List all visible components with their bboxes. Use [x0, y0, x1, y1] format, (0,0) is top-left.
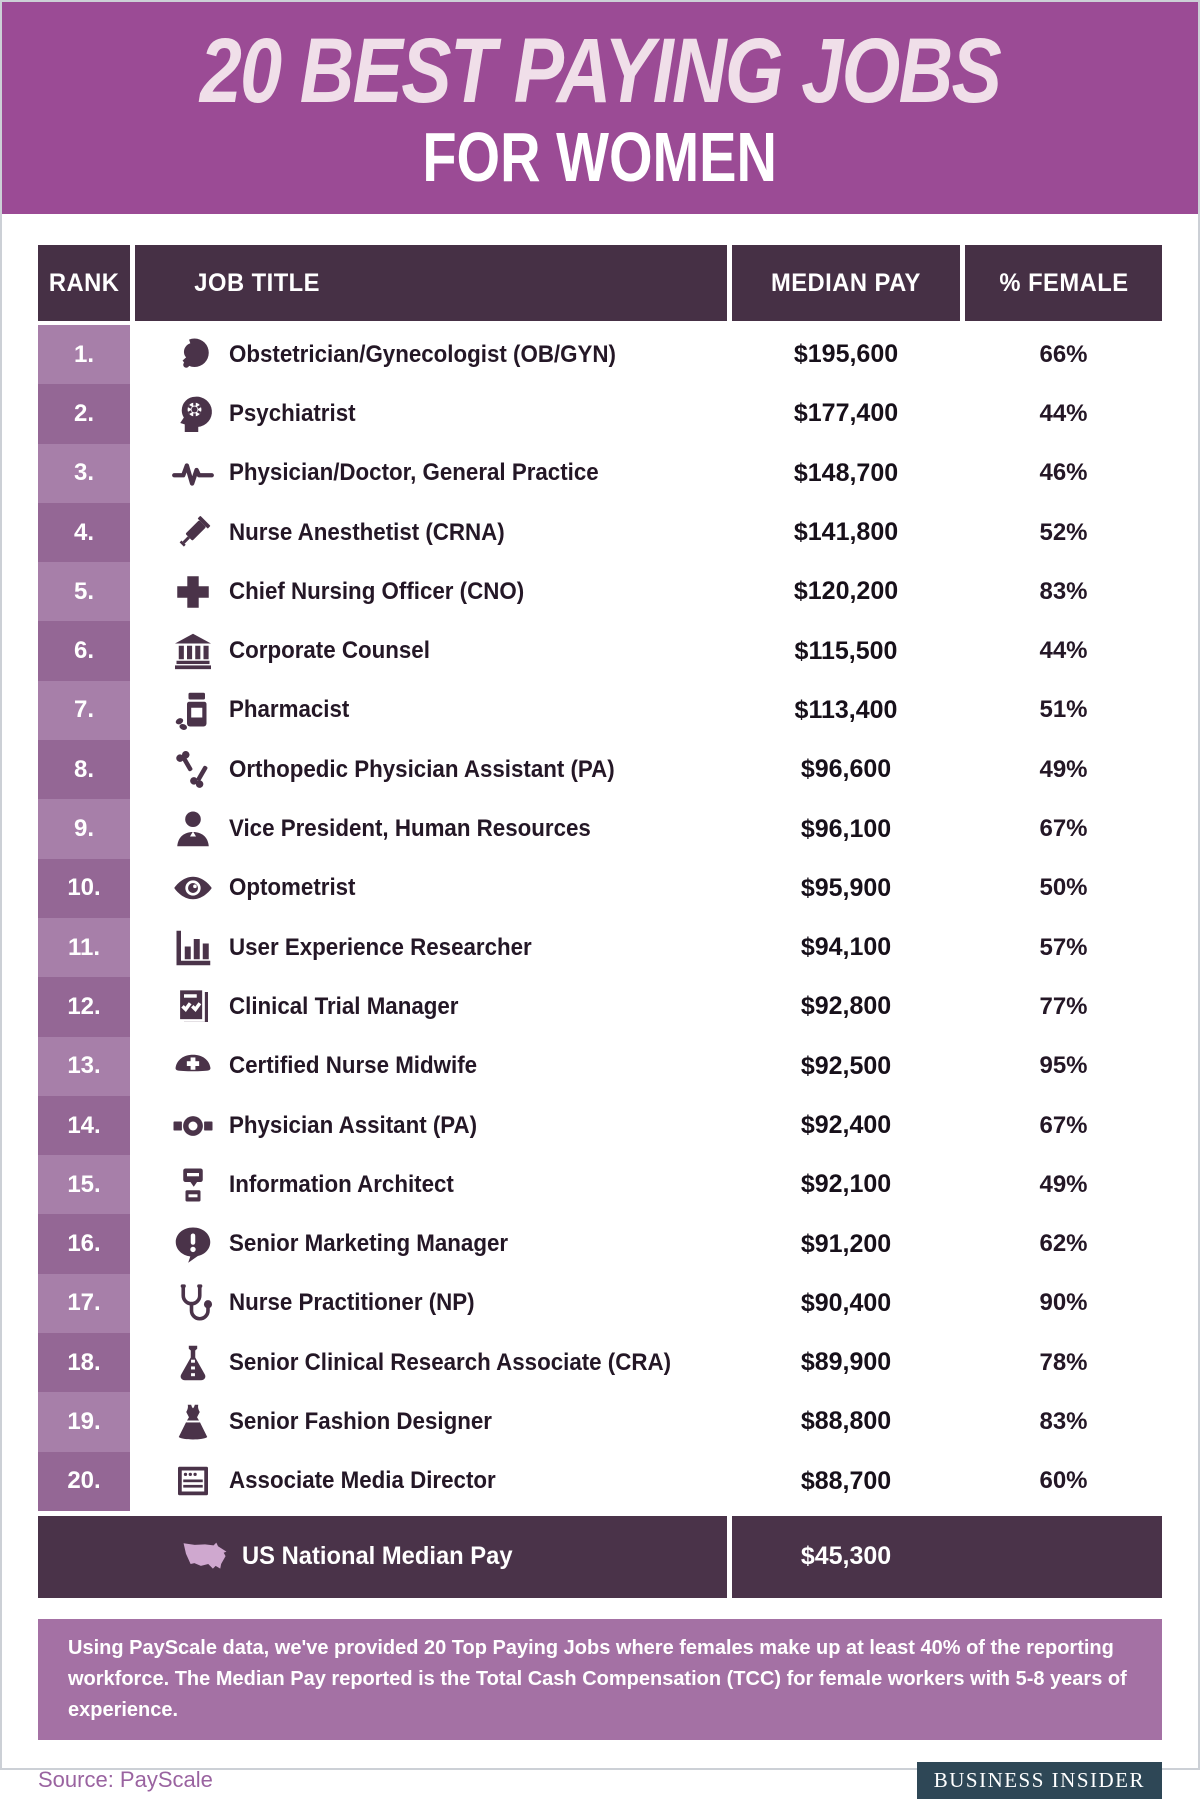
- median-pay-cell: $91,200: [800, 1229, 892, 1258]
- head-gear-icon: [171, 393, 215, 435]
- footer: [38, 1762, 1162, 1799]
- job-cell: [135, 1452, 727, 1511]
- rank-cell: 9.: [38, 799, 130, 858]
- methodology-note: Using PayScale data, we've provided 20 Top Paying Jobs where females make up at least 40% of the reporting workforce. The Median Pay reported is the Total Cash Compensation (TCC) for female workers with 5-8 years of experience.: [38, 1619, 1162, 1740]
- source-credit: Source: PayScale: [38, 1767, 213, 1793]
- business-insider-logo: BUSINESS INSIDER: [917, 1762, 1162, 1799]
- job-cell: [135, 977, 727, 1036]
- job-title: Physician Assitant (PA): [229, 1111, 478, 1139]
- job-cell: [135, 621, 727, 680]
- job-title: Orthopedic Physician Assistant (PA): [229, 755, 615, 783]
- rank-cell: 17.: [38, 1274, 130, 1333]
- rank-cell: 1.: [38, 325, 130, 384]
- median-pay-cell: $90,400: [800, 1288, 892, 1317]
- percent-female-cell: 67%: [1039, 1111, 1088, 1139]
- rank-cell: 18.: [38, 1333, 130, 1392]
- percent-female-cell: 78%: [1039, 1348, 1088, 1376]
- rank-cell: 12.: [38, 977, 130, 1036]
- percent-female-cell: 52%: [1039, 518, 1088, 546]
- median-pay-cell: $195,600: [793, 340, 899, 369]
- median-pay-cell: $88,800: [800, 1407, 892, 1436]
- median-pay-cell: $92,100: [800, 1170, 892, 1199]
- percent-female-cell: 60%: [1039, 1467, 1088, 1495]
- ekg-pulse-icon: [171, 452, 215, 494]
- percent-female-cell: 49%: [1039, 1170, 1088, 1198]
- rank-cell: 3.: [38, 444, 130, 503]
- table-body: [38, 325, 1162, 1511]
- percent-female-cell: 83%: [1039, 577, 1088, 605]
- job-cell: [135, 503, 727, 562]
- percent-female-cell: 44%: [1039, 399, 1088, 427]
- table-header-row: [38, 245, 1162, 321]
- page-subtitle: FOR WOMEN: [422, 118, 778, 196]
- percent-female-cell: 50%: [1039, 874, 1088, 902]
- job-title: Pharmacist: [229, 696, 350, 724]
- chat-exclamation-icon: [171, 1223, 215, 1265]
- median-pay-cell: $115,500: [794, 636, 898, 665]
- median-pay-cell: $92,800: [800, 992, 892, 1021]
- job-cell: [135, 859, 727, 918]
- median-pay-cell: $177,400: [793, 399, 899, 428]
- job-cell: [135, 799, 727, 858]
- summary-label-cell: [38, 1516, 727, 1598]
- job-cell: [135, 384, 727, 443]
- job-title: Associate Media Director: [229, 1467, 496, 1495]
- column-header-median-pay: MEDIAN PAY: [732, 245, 960, 321]
- flask-icon: [171, 1342, 215, 1384]
- medical-cross-icon: [171, 571, 215, 613]
- job-cell: [135, 325, 727, 384]
- person-icon: [171, 808, 215, 850]
- percent-female-cell: 51%: [1039, 696, 1088, 724]
- job-title: Corporate Counsel: [229, 637, 430, 665]
- us-map-icon: [180, 1540, 230, 1574]
- job-title: Optometrist: [229, 874, 356, 902]
- job-title: Information Architect: [229, 1170, 454, 1198]
- rank-cell: 7.: [38, 681, 130, 740]
- percent-female-cell: 77%: [1039, 992, 1088, 1020]
- rank-cell: 19.: [38, 1392, 130, 1451]
- median-pay-cell: $96,100: [800, 814, 892, 843]
- summary-pay-cell: [732, 1516, 1162, 1598]
- job-cell: [135, 1214, 727, 1273]
- percent-female-cell: 66%: [1039, 340, 1088, 368]
- percent-female-cell: 46%: [1039, 459, 1088, 487]
- job-cell: [135, 562, 727, 621]
- job-title: Vice President, Human Resources: [229, 815, 591, 843]
- rank-cell: 10.: [38, 859, 130, 918]
- fetus-icon: [171, 334, 215, 376]
- job-cell: [135, 444, 727, 503]
- courthouse-icon: [171, 630, 215, 672]
- job-cell: [135, 1037, 727, 1096]
- job-cell: [135, 1333, 727, 1392]
- job-cell: [135, 1392, 727, 1451]
- job-title: Nurse Anesthetist (CRNA): [229, 518, 505, 546]
- page-title: 20 BEST PAYING JOBS: [199, 20, 1001, 122]
- sitemap-icon: [171, 1164, 215, 1206]
- rank-cell: 14.: [38, 1096, 130, 1155]
- job-title: Chief Nursing Officer (CNO): [229, 577, 525, 605]
- summary-pay-value: $45,300: [800, 1542, 892, 1571]
- job-title: Senior Marketing Manager: [229, 1230, 509, 1258]
- median-pay-cell: $141,800: [793, 518, 899, 547]
- percent-female-cell: 90%: [1039, 1289, 1088, 1317]
- job-title: Certified Nurse Midwife: [229, 1052, 478, 1080]
- rank-cell: 20.: [38, 1452, 130, 1511]
- rank-cell: 4.: [38, 503, 130, 562]
- job-title: Nurse Practitioner (NP): [229, 1289, 475, 1317]
- job-cell: [135, 918, 727, 977]
- median-pay-cell: $88,700: [800, 1466, 892, 1495]
- lens-icon: [171, 1105, 215, 1147]
- percent-female-cell: 62%: [1039, 1230, 1088, 1258]
- bar-chart-icon: [171, 927, 215, 969]
- column-header-percent-female: % FEMALE: [965, 245, 1162, 321]
- jobs-table: [38, 245, 1162, 1598]
- clipboard-check-icon: [171, 986, 215, 1028]
- dress-icon: [171, 1401, 215, 1443]
- eye-icon: [171, 867, 215, 909]
- summary-label: US National Median Pay: [242, 1542, 513, 1571]
- pill-bottle-icon: [171, 689, 215, 731]
- percent-female-cell: 44%: [1039, 637, 1088, 665]
- syringe-icon: [171, 512, 215, 554]
- job-title: Senior Fashion Designer: [229, 1407, 492, 1435]
- job-cell: [135, 681, 727, 740]
- median-pay-cell: $120,200: [793, 577, 899, 606]
- rank-cell: 5.: [38, 562, 130, 621]
- percent-female-cell: 95%: [1039, 1052, 1088, 1080]
- job-title: Senior Clinical Research Associate (CRA): [229, 1348, 671, 1376]
- hero-banner: [2, 2, 1198, 214]
- median-pay-cell: $96,600: [800, 755, 892, 784]
- percent-female-cell: 57%: [1039, 933, 1088, 961]
- column-header-job-title: JOB TITLE: [135, 245, 727, 321]
- median-pay-cell: $92,500: [800, 1051, 892, 1080]
- rank-cell: 15.: [38, 1155, 130, 1214]
- percent-female-cell: 49%: [1039, 755, 1088, 783]
- percent-female-cell: 67%: [1039, 815, 1088, 843]
- column-header-rank: RANK: [38, 245, 130, 321]
- job-title: User Experience Researcher: [229, 933, 532, 961]
- rank-cell: 6.: [38, 621, 130, 680]
- job-cell: [135, 1096, 727, 1155]
- summary-row: [38, 1516, 1162, 1598]
- job-title: Physician/Doctor, General Practice: [229, 459, 599, 487]
- rank-cell: 16.: [38, 1214, 130, 1273]
- rank-cell: 11.: [38, 918, 130, 977]
- median-pay-cell: $113,400: [794, 695, 898, 724]
- job-cell: [135, 1274, 727, 1333]
- job-title: Clinical Trial Manager: [229, 992, 459, 1020]
- newspaper-icon: [171, 1460, 215, 1502]
- job-cell: [135, 1155, 727, 1214]
- job-cell: [135, 740, 727, 799]
- stethoscope-icon: [171, 1282, 215, 1324]
- rank-cell: 8.: [38, 740, 130, 799]
- bones-icon: [171, 749, 215, 791]
- rank-cell: 2.: [38, 384, 130, 443]
- median-pay-cell: $92,400: [800, 1111, 892, 1139]
- rank-cell: 13.: [38, 1037, 130, 1096]
- median-pay-cell: $148,700: [793, 458, 899, 487]
- nurse-cap-icon: [171, 1045, 215, 1087]
- job-title: Psychiatrist: [229, 399, 356, 427]
- median-pay-cell: $89,900: [800, 1348, 892, 1377]
- median-pay-cell: $94,100: [800, 933, 892, 962]
- job-title: Obstetrician/Gynecologist (OB/GYN): [229, 340, 616, 368]
- percent-female-cell: 83%: [1039, 1407, 1088, 1435]
- median-pay-cell: $95,900: [800, 873, 892, 902]
